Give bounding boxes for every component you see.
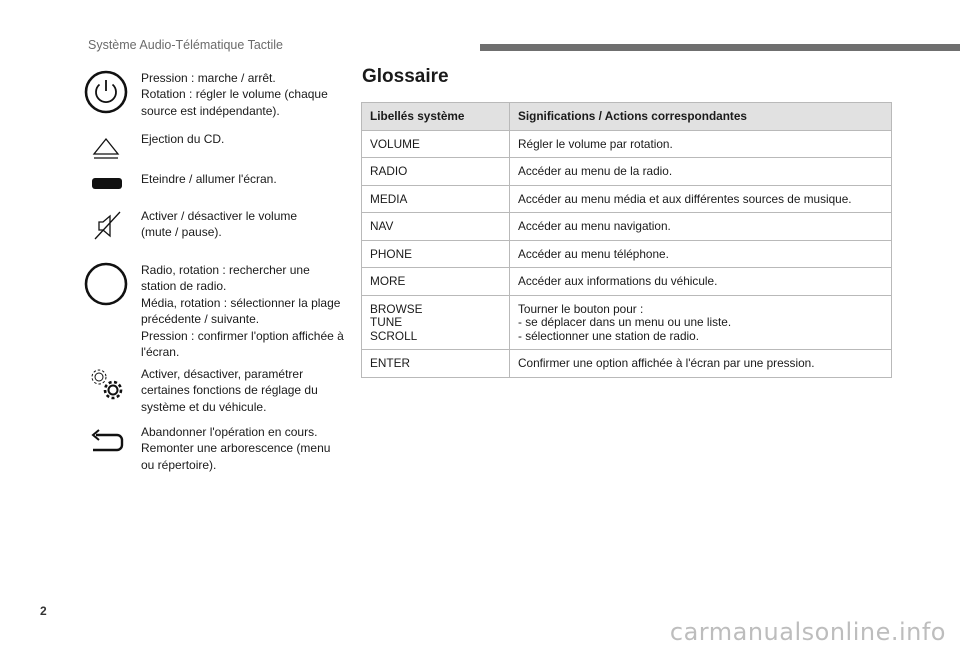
table-row	[362, 130, 892, 158]
eject-icon	[84, 135, 128, 163]
mute-icon	[84, 208, 128, 244]
control-text-screen: Eteindre / allumer l'écran.	[141, 172, 277, 186]
table-cell-meaning: Tourner le bouton pour : - se déplacer dans un menu ou une liste. - sélectionner une station de radio.	[510, 295, 892, 350]
table-row	[362, 213, 892, 241]
screen-toggle-icon	[84, 175, 128, 195]
header-title: Système Audio-Télématique Tactile	[88, 38, 284, 52]
table-cell-label: MEDIA	[362, 185, 510, 213]
table-header-row	[362, 103, 892, 131]
table-cell-label: ENTER	[362, 350, 510, 378]
table-cell-label: VOLUME	[362, 130, 510, 158]
table-row	[362, 158, 892, 186]
table-row	[362, 240, 892, 268]
table-cell-meaning: Accéder aux informations du véhicule.	[510, 268, 892, 296]
control-text-eject: Ejection du CD.	[141, 132, 225, 146]
settings-gears-icon	[84, 366, 128, 402]
table-row	[362, 268, 892, 296]
table-cell-label: MORE	[362, 268, 510, 296]
table-cell-meaning: Accéder au menu navigation.	[510, 213, 892, 241]
page-number: 2	[40, 604, 47, 618]
column-header: Libellés système	[362, 103, 510, 131]
table-cell-meaning: Régler le volume par rotation.	[510, 130, 892, 158]
table-cell-meaning: Accéder au menu de la radio.	[510, 158, 892, 186]
table-row	[362, 350, 892, 378]
table-cell-label: BROWSE TUNE SCROLL	[362, 295, 510, 350]
column-header: Significations / Actions correspondantes	[510, 103, 892, 131]
watermark: carmanualsonline.info	[669, 618, 946, 646]
control-text-rotary: Radio, rotation : rechercher une station de radio. Média, rotation : sélectionner la plage précédente / suivante. Pression : confirmer l'option affichée à l'écran.	[141, 263, 344, 360]
table-cell-meaning: Confirmer une option affichée à l'écran par une pression.	[510, 350, 892, 378]
table-cell-label: RADIO	[362, 158, 510, 186]
glossary-title: Glossaire	[362, 66, 449, 87]
table-row	[362, 295, 892, 350]
rotary-knob-icon	[84, 262, 128, 306]
back-arrow-icon	[84, 426, 128, 458]
power-knob-icon	[84, 70, 128, 114]
table-row	[362, 185, 892, 213]
header-bar	[480, 44, 960, 51]
control-text-back: Abandonner l'opération en cours. Remonter une arborescence (menu ou répertoire).	[141, 425, 331, 472]
control-text-settings: Activer, désactiver, paramétrer certaines fonctions de réglage du système et du véhicule.	[141, 367, 318, 414]
control-text-mute: Activer / désactiver le volume (mute / pause).	[141, 209, 298, 240]
table-cell-label: PHONE	[362, 240, 510, 268]
glossary-table	[361, 102, 892, 378]
control-text-power: Pression : marche / arrêt. Rotation : régler le volume (chaque source est indépendante).	[141, 71, 328, 118]
table-cell-label: NAV	[362, 213, 510, 241]
table-cell-meaning: Accéder au menu média et aux différentes sources de musique.	[510, 185, 892, 213]
table-cell-meaning: Accéder au menu téléphone.	[510, 240, 892, 268]
